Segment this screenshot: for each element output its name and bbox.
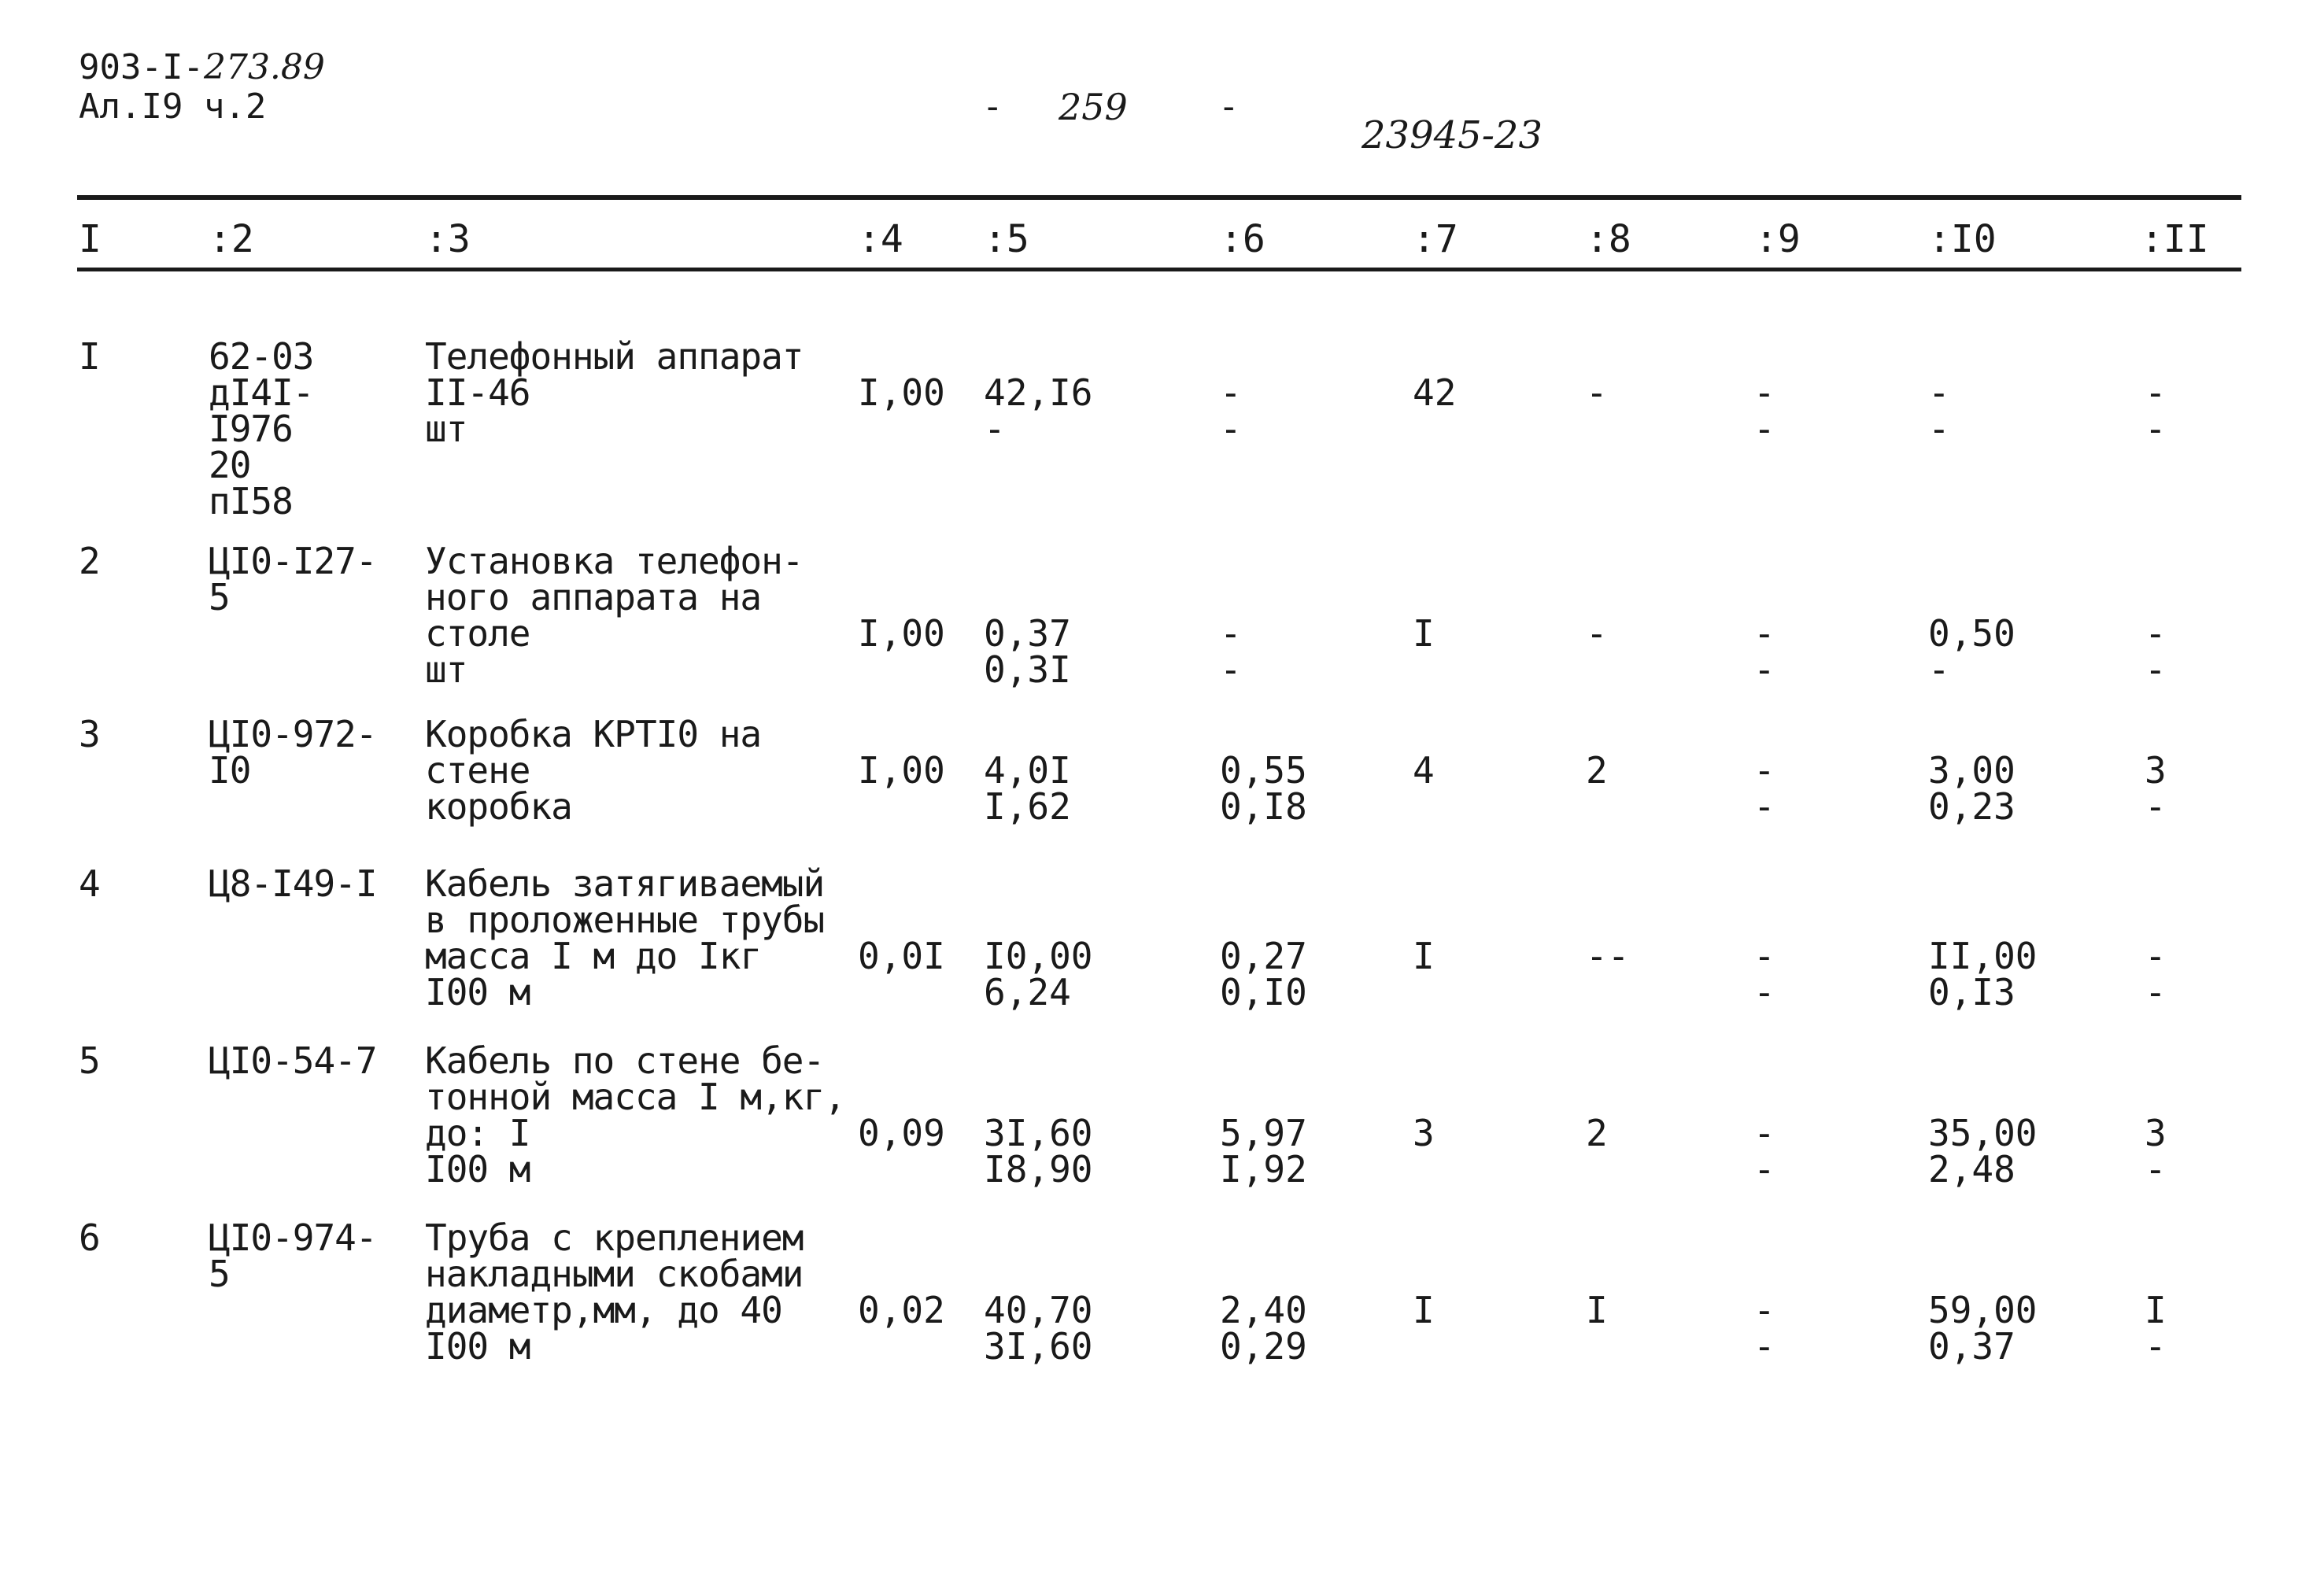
cell-c6-row-4: 0,27 0,I0 xyxy=(1220,935,1307,1013)
doc-code-printed: 903-I- xyxy=(79,47,204,87)
cell-name-row-4: Кабель затягиваемый в проложенные трубы масса I м до Iкг I00 м xyxy=(425,862,825,1013)
cell-c10-row-1: - - xyxy=(1928,371,1950,450)
cell-c4-row-6: 0,02 xyxy=(858,1289,945,1331)
cell-c8-row-6: I xyxy=(1586,1289,1608,1331)
cell-num-row-5: 5 xyxy=(79,1039,101,1082)
column-header-11: :II xyxy=(2141,217,2209,261)
column-header-9: :9 xyxy=(1755,217,1801,261)
cell-c9-row-1: - - xyxy=(1753,371,1775,450)
cell-code-row-1: 62-03 дI4I- I976 20 пI58 xyxy=(209,335,314,522)
table-header-rule xyxy=(77,268,2241,271)
handwritten-stamp: 23945-23 xyxy=(1362,113,1543,157)
cell-c10-row-5: 35,00 2,48 xyxy=(1928,1112,2038,1191)
cell-c11-row-4: - - xyxy=(2145,935,2167,1013)
cell-code-row-3: ЦI0-972- I0 xyxy=(209,713,377,792)
column-header-8: :8 xyxy=(1586,217,1631,261)
cell-name-row-1: Телефонный аппарат II-46 шт xyxy=(425,335,804,450)
cell-c8-row-3: 2 xyxy=(1586,749,1608,792)
cell-c8-row-4: -- xyxy=(1586,935,1630,977)
cell-c11-row-1: - - xyxy=(2145,371,2167,450)
cell-c4-row-4: 0,0I xyxy=(858,935,945,977)
cell-c5-row-3: 4,0I I,62 xyxy=(984,749,1071,828)
page-dash-left: - xyxy=(982,87,1003,127)
column-header-3: :3 xyxy=(425,217,471,261)
cell-c9-row-6: - - xyxy=(1753,1289,1775,1368)
cell-c4-row-1: I,00 xyxy=(858,371,945,414)
cell-num-row-6: 6 xyxy=(79,1216,101,1259)
cell-c4-row-5: 0,09 xyxy=(858,1112,945,1154)
cell-c7-row-1: 42 xyxy=(1413,371,1457,414)
doc-code xyxy=(79,49,325,87)
cell-name-row-5: Кабель по стене бе- тонной масса I м,кг, до: I I00 м xyxy=(425,1039,845,1191)
cell-code-row-5: ЦI0-54-7 xyxy=(209,1039,377,1082)
column-header-6: :6 xyxy=(1220,217,1265,261)
column-header-1: I xyxy=(79,217,102,261)
cell-c7-row-6: I xyxy=(1413,1289,1435,1331)
cell-c11-row-6: I - xyxy=(2145,1289,2167,1368)
cell-name-row-2: Установка телефон- ного аппарата на столе шт xyxy=(425,540,804,691)
cell-c9-row-3: - - xyxy=(1753,749,1775,828)
cell-c5-row-1: 42,I6 - xyxy=(984,371,1093,450)
cell-num-row-4: 4 xyxy=(79,862,101,905)
cell-c6-row-2: - - xyxy=(1220,612,1242,691)
cell-c5-row-2: 0,37 0,3I xyxy=(984,612,1071,691)
cell-c6-row-1: - - xyxy=(1220,371,1242,450)
cell-c9-row-5: - - xyxy=(1753,1112,1775,1191)
cell-c8-row-1: - xyxy=(1586,371,1608,414)
column-header-10: :I0 xyxy=(1928,217,1997,261)
cell-c9-row-4: - - xyxy=(1753,935,1775,1013)
cell-code-row-6: ЦI0-974- 5 xyxy=(209,1216,377,1295)
cell-c5-row-5: 3I,60 I8,90 xyxy=(984,1112,1093,1191)
cell-c8-row-5: 2 xyxy=(1586,1112,1608,1154)
column-header-4: :4 xyxy=(858,217,903,261)
cell-c10-row-3: 3,00 0,23 xyxy=(1928,749,2015,828)
column-header-5: :5 xyxy=(984,217,1029,261)
cell-c5-row-4: I0,00 6,24 xyxy=(984,935,1093,1013)
cell-c6-row-5: 5,97 I,92 xyxy=(1220,1112,1307,1191)
table-top-rule xyxy=(77,195,2241,200)
page-dash-right: - xyxy=(1218,87,1240,127)
cell-c7-row-2: I xyxy=(1413,612,1435,655)
cell-c7-row-5: 3 xyxy=(1413,1112,1435,1154)
column-header-2: :2 xyxy=(209,217,254,261)
cell-num-row-1: I xyxy=(79,335,101,378)
cell-c8-row-2: - xyxy=(1586,612,1608,655)
cell-c11-row-3: 3 - xyxy=(2145,749,2167,828)
cell-c11-row-2: - - xyxy=(2145,612,2167,691)
cell-c10-row-4: II,00 0,I3 xyxy=(1928,935,2038,1013)
cell-c5-row-6: 40,70 3I,60 xyxy=(984,1289,1093,1368)
album-label: Ал.I9 ч.2 xyxy=(79,87,267,127)
page-number: 259 xyxy=(1059,86,1128,128)
cell-code-row-4: Ц8-I49-I xyxy=(209,862,377,905)
cell-c7-row-4: I xyxy=(1413,935,1435,977)
cell-c6-row-6: 2,40 0,29 xyxy=(1220,1289,1307,1368)
cell-c10-row-2: 0,50 - xyxy=(1928,612,2015,691)
cell-num-row-3: 3 xyxy=(79,713,101,755)
cell-name-row-6: Труба с креплением накладными скобами диаметр,мм, до 40 I00 м xyxy=(425,1216,804,1368)
cell-c6-row-3: 0,55 0,I8 xyxy=(1220,749,1307,828)
cell-c11-row-5: 3 - xyxy=(2145,1112,2167,1191)
cell-c7-row-3: 4 xyxy=(1413,749,1435,792)
cell-c4-row-2: I,00 xyxy=(858,612,945,655)
cell-num-row-2: 2 xyxy=(79,540,101,582)
cell-c9-row-2: - - xyxy=(1753,612,1775,691)
cell-code-row-2: ЦI0-I27- 5 xyxy=(209,540,377,618)
cell-c4-row-3: I,00 xyxy=(858,749,945,792)
doc-code-handwritten: 273.89 xyxy=(203,47,325,87)
cell-c10-row-6: 59,00 0,37 xyxy=(1928,1289,2038,1368)
cell-name-row-3: Коробка КРТI0 на стене коробка xyxy=(425,713,762,828)
column-header-7: :7 xyxy=(1413,217,1458,261)
